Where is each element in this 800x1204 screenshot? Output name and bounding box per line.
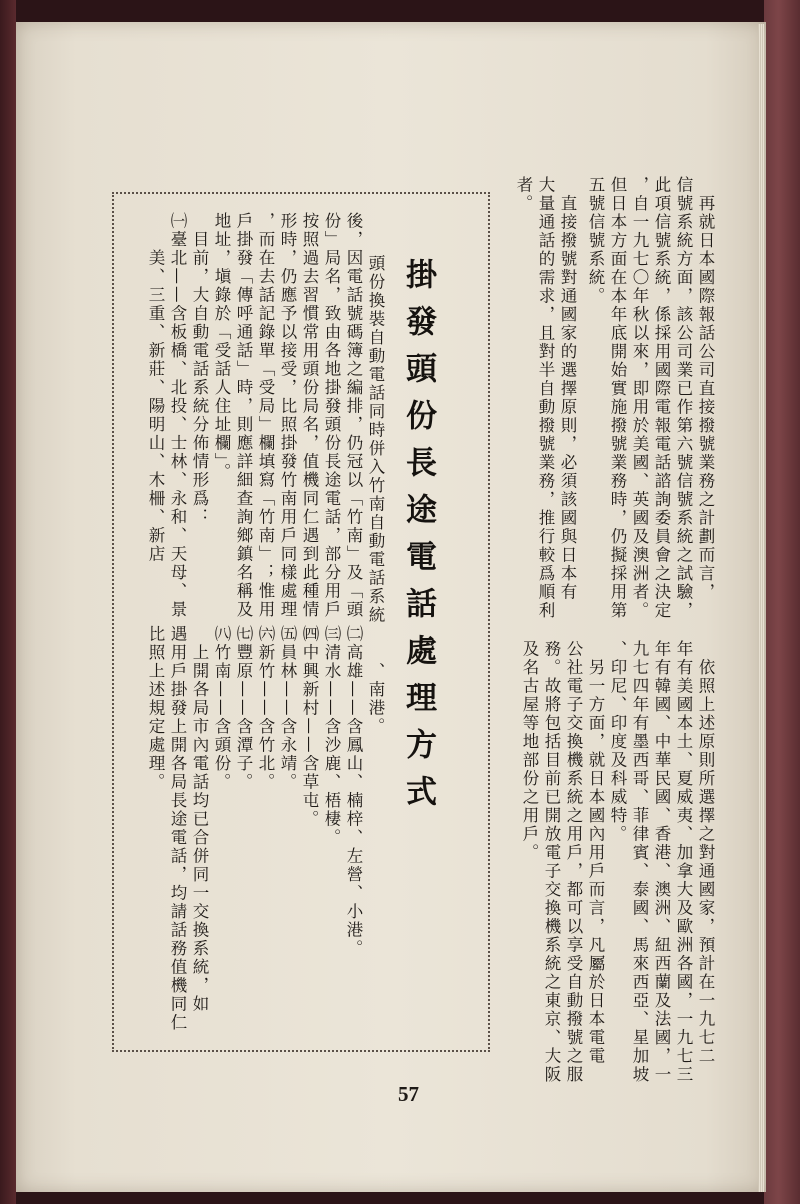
notice-column: ㈤員林——含永靖。 — [278, 625, 297, 792]
notice-column: 、南港。 — [366, 625, 385, 736]
notice-column: 份」局名，致由各地掛發頭份長途電話，部分用戶 — [322, 212, 341, 619]
text-column: 九七四年有墨西哥、菲律賓、泰國、馬來西亞、星加坡 — [630, 640, 649, 1084]
text-column: 者。 — [514, 176, 533, 213]
text-column: 此項信號系統，係採用國際電報電話諮詢委員會之決定 — [652, 176, 671, 620]
text-column: 務。故將包括目前已開放電子交換機系統之東京、大阪 — [542, 640, 561, 1084]
notice-column: ㈢清水——含沙鹿、梧棲。 — [322, 625, 341, 847]
text-column: ，自一九七〇年秋以來，即用於美國、英國及澳洲者。 — [630, 176, 649, 620]
notice-column: 地址，塡錄於「受話人住址欄」。 — [212, 212, 231, 482]
notice-column: 後，因電話號碼簿之編排，仍冠以「竹南」及「頭 — [344, 212, 363, 619]
text-column: 年有美國本土、夏威夷、加拿大及歐洲各國，一九七三 — [674, 640, 693, 1084]
notice-column: ㈥新竹——含竹北。 — [256, 625, 275, 792]
text-column: 但日本方面在本年底開始實施撥號業務時，仍擬採用第 — [608, 176, 627, 620]
notice-column: ㈣中興新村——含草屯。 — [300, 625, 319, 829]
notice-column: 形時，仍應予以接受，比照掛發竹南用戶同樣處理 — [278, 212, 297, 619]
notice-column: ㈧竹南——含頭份。 — [212, 625, 231, 792]
notice-column: 遇用戶掛發上開各局長途電話，均請話務值機同仁 — [168, 625, 187, 1032]
page-number: 57 — [398, 1082, 419, 1106]
text-column: 再就日本國際報話公司直接撥號業務之計劃而言， — [696, 176, 715, 602]
text-column: 另一方面，就日本國內用戶而言，凡屬於日本電電 — [586, 640, 605, 1066]
notice-column: ㈦豐原——含潭子。 — [234, 625, 253, 792]
notice-title: 掛發頭份長途電話處理方式 — [400, 258, 436, 822]
notice-column: ㈠臺北——含板橋、北投、士林、永和、天母、景 — [168, 212, 187, 619]
text-column: 大量通話的需求，且對半自動撥號業務，推行較爲順利 — [536, 176, 555, 620]
page-edges — [758, 24, 764, 1192]
notice-column: ㈡高雄——含鳳山、楠梓、左營、小港。 — [344, 625, 363, 958]
notice-column: 比照上述規定處理。 — [146, 625, 165, 792]
notice-column: ，而在去話記錄單「受局」欄填寫「竹南」；惟用 — [256, 212, 275, 619]
text-column: 依照上述原則所選擇之對通國家，預計在一九七二 — [696, 640, 715, 1066]
text-column: 及名古屋等地部份之用戶。 — [520, 640, 539, 862]
text-column: 五號信號系統。 — [586, 176, 605, 306]
notice-column: 上開各局市內電話均已合併同一交換系統，如 — [190, 625, 209, 1014]
notice-column: 戶掛發「傳呼通話」時，則應詳細查詢鄉鎮名稱及 — [234, 212, 253, 619]
text-column: 公社電子交換機系統之用戶，都可以享受自動撥號之服 — [564, 640, 583, 1084]
notice-column: 目前，大自動電話系統分佈情形爲： — [190, 212, 209, 527]
book-cover-left — [0, 0, 16, 1204]
book-cover-right — [764, 0, 800, 1204]
text-column: 信號系統方面，該公司業已作第六號信號系統之試驗， — [674, 176, 693, 620]
text-column: 直接撥號對通國家的選擇原則，必須該國與日本有 — [558, 176, 577, 602]
notice-column: 按照過去習慣常用頭份局名，值機同仁遇到此種情 — [300, 212, 319, 619]
text-column: 年有韓國、中華民國、香港、澳洲、紐西蘭及法國，一 — [652, 640, 671, 1084]
notice-column: 美、三重、新莊、陽明山、木柵、新店 — [146, 212, 165, 564]
notice-column: 頭份換裝自動電話同時併入竹南自動電話系統 — [366, 236, 385, 625]
text-column: 、印尼、印度及科威特。 — [608, 640, 627, 844]
